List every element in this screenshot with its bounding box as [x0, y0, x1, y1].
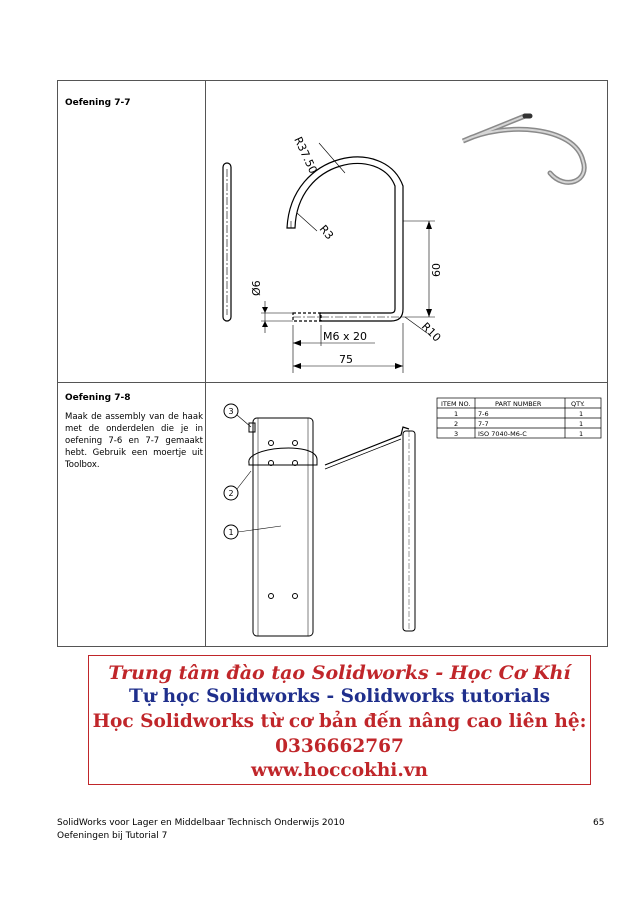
page-number: 65 — [593, 818, 605, 828]
bom-row-3-qty: 1 — [579, 430, 584, 438]
dim-diameter: Ø6 — [250, 280, 263, 296]
exercise-7-8-title: Oefening 7-8 — [65, 393, 131, 403]
bom-row-2-item: 2 — [454, 420, 459, 428]
banner-line-3: Học Solidworks từ cơ bản đến nâng cao liên hệ: — [92, 711, 587, 732]
bom-header-item: ITEM NO. — [441, 400, 471, 408]
bom-header-qty: QTY. — [571, 400, 585, 408]
promo-banner — [88, 655, 591, 785]
exercise-7-7-title: Oefening 7-7 — [65, 98, 131, 108]
dim-radius-bottom: R10 — [418, 319, 444, 345]
balloon-2-label: 2 — [228, 489, 234, 498]
banner-line-1: Trung tâm đào tạo Solidworks - Học Cơ Khí — [108, 662, 571, 684]
bom-row-1-item: 1 — [454, 410, 459, 418]
banner-line-2: Tự học Solidworks - Solidworks tutorials — [128, 686, 551, 707]
bom-row-2-part: 7-7 — [478, 420, 489, 428]
dim-thread: M6 x 20 — [323, 330, 367, 343]
bom-row-3-item: 3 — [454, 430, 459, 438]
assembly-hook — [249, 448, 317, 465]
balloon-3-label: 3 — [228, 407, 234, 416]
exercise-7-8-description: Maak de assembly van de haak met de onderdelen die je in oefening 7-6 en 7-7 gemaakt hebt. Gebruik een moertje uit Toolbox. — [65, 412, 203, 470]
bom-row-1-part: 7-6 — [478, 410, 489, 418]
balloon-1-label: 1 — [228, 528, 234, 537]
dim-length: 75 — [339, 353, 353, 366]
footer-text — [57, 817, 345, 843]
footer-line-1: SolidWorks voor Lager en Middelbaar Technisch Onderwijs 2010 — [57, 818, 345, 828]
assembly-plate — [253, 418, 313, 636]
assembly-drawing — [205, 383, 607, 645]
banner-phone: 0336662767 — [275, 736, 404, 757]
hook-technical-drawing — [205, 81, 607, 381]
footer-line-2: Oefeningen bij Tutorial 7 — [57, 831, 168, 841]
bom-row-1-qty: 1 — [579, 410, 584, 418]
bom-row-3-part: ISO 7040-M6-C — [478, 430, 527, 438]
bom-header-part: PART NUMBER — [495, 400, 542, 408]
dim-radius-inner: R3 — [316, 222, 337, 243]
dim-height: 60 — [430, 263, 443, 277]
banner-website-link[interactable]: www.hoccokhi.vn — [251, 760, 428, 781]
hook-outline — [287, 157, 403, 321]
hook-3d-preview — [463, 116, 584, 182]
bom-row-2-qty: 1 — [579, 420, 584, 428]
dim-radius-top: R37.50 — [291, 134, 320, 176]
